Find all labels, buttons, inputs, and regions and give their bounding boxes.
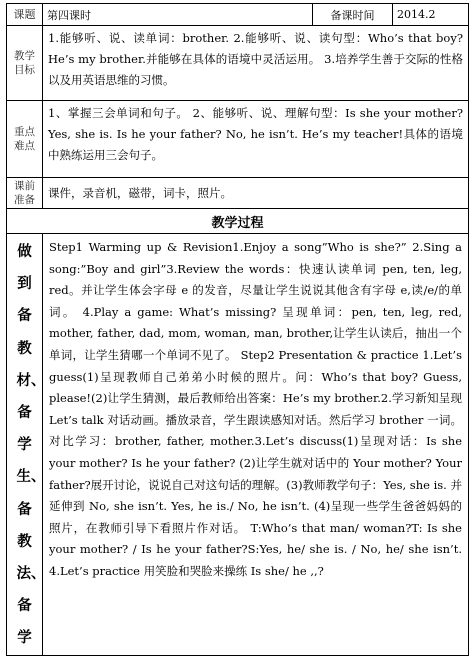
goals-row (7, 26, 469, 101)
keypoints-row (7, 101, 469, 178)
process-title-row (7, 209, 469, 234)
process-body-text: Step1 Warming up & Revision1.Enjoy a song”Who is she?” 2.Sing a song:”Boy and girl”3.Review the words：快速认读单词 pen, ten, leg, red。并让学生体会字母 e 的发音，尽量让学生说说其他含有字母 e,读/e/的单词。 4.Play a game: What’s missing? 呈现单词：pen, ten, leg, red, mother, father, dad, mom, woman, man, brother,让学生认读后，抽出一个单词，让学生猜哪一个单词不见了。 Step2 Presentation & practice 1.Let’s guess(1)呈现教师自己弟弟小时候的照片。问：Who’s that boy? Guess, please!(2)让学生猜测，最后教师给出答案：He’s my brother.2.学习新知呈现 Let’s talk 对话动画。播放录音，学生跟读感知对话。然后学习 brother 一词。对比学习：brother, father, mother.3.Let’s discuss(1)呈现对话：Is she your mother? Is he your father? (2)让学生就对话中的 Your mother? Your father?展开讨论，说说自己对这句话的理解。(3)教师教学句子：Yes, she is. 并延伸到 No, she isn’t. Yes, he is./ No, he isn’t. (4)呈现一些学生爸爸妈妈的照片，在教师引导下看照片作对话。 T:Who’s that man/ woman?T: Is she your mother? / Is he your father?S:Yes, he/ she is. / No, he/ she isn’t. 4.Let’s practice 用笑脸和哭脸来操练 Is she/ he ,,? (49, 240, 462, 578)
header-row (7, 4, 469, 26)
goals-label (7, 26, 43, 101)
process-side-label-text: 做到备教材、备学生、备教法、备学 (16, 243, 46, 647)
time-value: 2014.2 (393, 4, 469, 26)
keypoints-label (7, 101, 43, 178)
goals-label-text: 教学目标 (14, 50, 35, 76)
lesson-plan-table (6, 3, 469, 656)
process-body-row (7, 234, 469, 656)
prep-row (7, 178, 469, 209)
process-side-label (7, 234, 46, 656)
time-label: 备课时间 (313, 4, 393, 26)
keypoints-text: 1、掌握三会单词和句子。 2、能够听、说、理解句型：Is she your mother? Yes, she is. Is he your father? No, he isn’t. He’s my teacher!具体的语境中熟练运用三会句子。 (43, 101, 469, 178)
goals-text: 1.能够听、说、读单词：brother. 2.能够听、说、读句型：Who’s that boy? He’s my brother.并能够在具体的语境中灵活运用。 3.培养学生善于交际的性格以及用英语思维的习惯。 (43, 26, 469, 101)
process-title: 教学过程 (7, 209, 469, 234)
keypoints-label-text: 重点难点 (14, 126, 35, 152)
prep-text: 课件，录音机，磁带，词卡，照片。 (43, 178, 469, 209)
prep-label-text: 课前准备 (14, 180, 35, 206)
process-body-cell (43, 234, 469, 656)
prep-label (7, 178, 43, 209)
topic-value: 第四课时 (43, 4, 313, 26)
topic-label: 课题 (7, 4, 43, 26)
lesson-plan-page (6, 3, 468, 655)
